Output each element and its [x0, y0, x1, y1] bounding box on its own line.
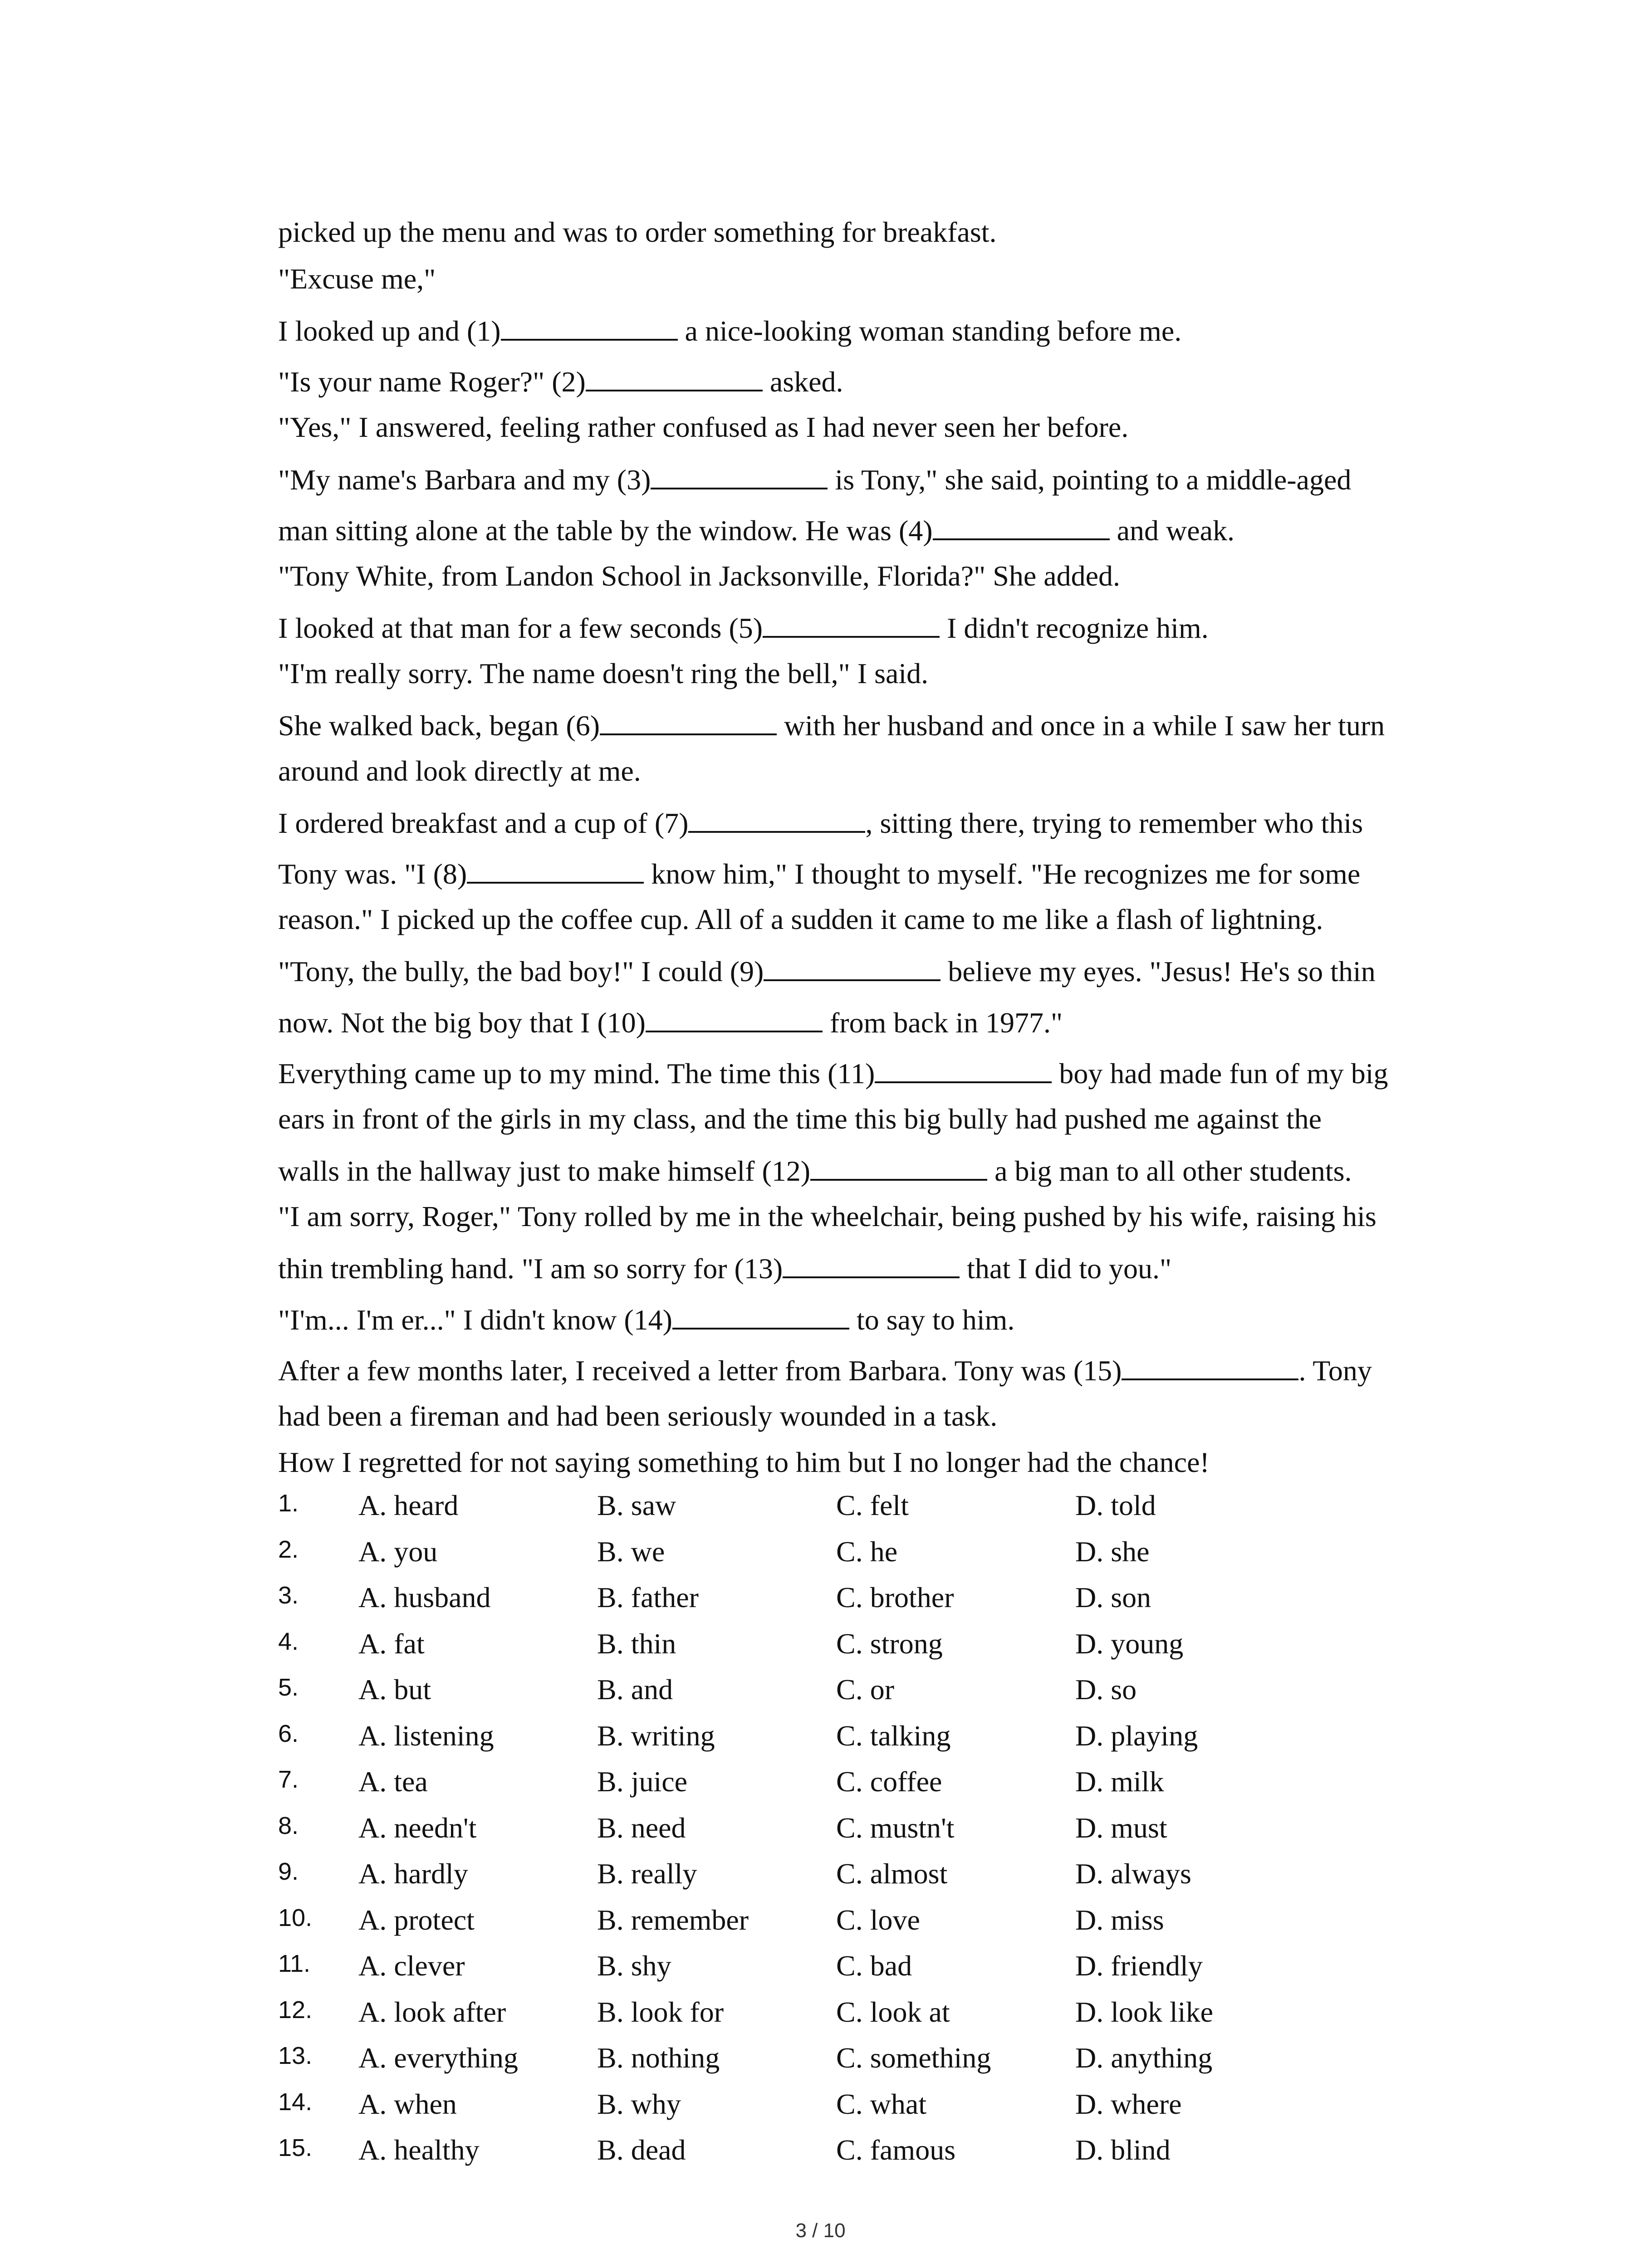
option-c[interactable]: C. or	[836, 1673, 894, 1706]
question-number: 6.	[278, 1720, 299, 1747]
question-number: 4.	[278, 1628, 299, 1655]
option-d[interactable]: D. friendly	[1075, 1950, 1203, 1982]
blank-11[interactable]	[875, 1058, 1052, 1083]
option-d[interactable]: D. so	[1075, 1673, 1137, 1706]
option-b[interactable]: B. writing	[597, 1720, 715, 1752]
question-row	[0, 2043, 1641, 2075]
passage-line: "Tony White, from Landon School in Jacksonville, Florida?" She added.	[278, 560, 1121, 592]
passage-line: Tony was. "I (8) know him," I thought to myself. "He recognizes me for some	[278, 858, 1361, 890]
passage-line: "Excuse me,"	[278, 263, 436, 295]
passage-line: man sitting alone at the table by the window. He was (4) and weak.	[278, 514, 1235, 547]
passage-line: reason." I picked up the coffee cup. All of a sudden it came to me like a flash of lightning.	[278, 903, 1323, 935]
option-b[interactable]: B. father	[597, 1581, 699, 1613]
question-number: 14.	[278, 2088, 313, 2116]
question-row	[0, 1813, 1641, 1845]
option-d[interactable]: D. miss	[1075, 1904, 1164, 1936]
option-b[interactable]: B. why	[597, 2088, 681, 2120]
option-c[interactable]: C. mustn't	[836, 1812, 955, 1844]
option-c[interactable]: C. love	[836, 1904, 920, 1936]
option-c[interactable]: C. strong	[836, 1628, 943, 1660]
option-a[interactable]: A. but	[358, 1673, 431, 1706]
question-number: 1.	[278, 1490, 299, 1517]
question-row	[0, 2136, 1641, 2167]
option-c[interactable]: C. coffee	[836, 1765, 942, 1798]
passage-line: had been a fireman and had been seriously wounded in a task.	[278, 1400, 998, 1432]
option-d[interactable]: D. look like	[1075, 1996, 1213, 2028]
passage-line: How I regretted for not saying something to him but I no longer had the chance!	[278, 1446, 1210, 1478]
blank-5[interactable]	[763, 612, 940, 638]
option-a[interactable]: A. everything	[358, 2042, 518, 2074]
option-a[interactable]: A. fat	[358, 1628, 425, 1660]
question-number: 7.	[278, 1766, 299, 1793]
blank-12[interactable]	[810, 1155, 987, 1181]
option-d[interactable]: D. always	[1075, 1857, 1191, 1890]
passage-line: picked up the menu and was to order something for breakfast.	[278, 216, 997, 248]
option-a[interactable]: A. when	[358, 2088, 457, 2120]
passage-line: "Tony, the bully, the bad boy!" I could (9) believe my eyes. "Jesus! He's so thin	[278, 955, 1376, 987]
option-d[interactable]: D. she	[1075, 1535, 1150, 1568]
option-c[interactable]: C. something	[836, 2042, 991, 2074]
passage-line: "Yes," I answered, feeling rather confused as I had never seen her before.	[278, 411, 1129, 443]
option-d[interactable]: D. must	[1075, 1812, 1167, 1844]
passage-line: I ordered breakfast and a cup of (7) , sitting there, trying to remember who this	[278, 807, 1363, 839]
page-number: 3 / 10	[795, 2219, 846, 2242]
option-c[interactable]: C. felt	[836, 1489, 909, 1521]
passage-line: I looked up and (1) a nice-looking woman standing before me.	[278, 315, 1182, 347]
option-c[interactable]: C. bad	[836, 1950, 912, 1982]
option-a[interactable]: A. healthy	[358, 2134, 480, 2166]
option-d[interactable]: D. where	[1075, 2088, 1182, 2120]
passage-line: I looked at that man for a few seconds (5) I didn't recognize him.	[278, 612, 1209, 644]
option-b[interactable]: B. remember	[597, 1904, 749, 1936]
question-number: 11.	[278, 1950, 311, 1977]
option-a[interactable]: A. hardly	[358, 1857, 468, 1890]
passage-line: "I'm really sorry. The name doesn't ring the bell," I said.	[278, 657, 929, 689]
option-a[interactable]: A. heard	[358, 1489, 459, 1521]
passage-line: thin trembling hand. "I am so sorry for (13) that I did to you."	[278, 1252, 1172, 1285]
question-row	[0, 1537, 1641, 1569]
passage-line: walls in the hallway just to make himself (12) a big man to all other students.	[278, 1155, 1352, 1187]
blank-14[interactable]	[672, 1304, 849, 1330]
option-b[interactable]: B. juice	[597, 1765, 688, 1798]
question-row	[0, 1906, 1641, 1937]
blank-10[interactable]	[646, 1007, 823, 1032]
passage-line: "Is your name Roger?" (2) asked.	[278, 366, 843, 398]
option-b[interactable]: B. nothing	[597, 2042, 720, 2074]
option-d[interactable]: D. son	[1075, 1581, 1151, 1613]
question-row	[0, 1675, 1641, 1707]
passage-line: She walked back, began (6) with her husband and once in a while I saw her turn	[278, 709, 1385, 742]
question-number: 12.	[278, 1996, 313, 2024]
question-number: 5.	[278, 1674, 299, 1701]
option-b[interactable]: B. and	[597, 1673, 673, 1706]
question-row	[0, 1998, 1641, 2029]
question-row	[0, 2090, 1641, 2121]
question-row	[0, 1629, 1641, 1661]
question-number: 3.	[278, 1582, 299, 1609]
option-a[interactable]: A. listening	[358, 1720, 494, 1752]
option-a[interactable]: A. needn't	[358, 1812, 477, 1844]
option-b[interactable]: B. dead	[597, 2134, 686, 2166]
passage-line: "I am sorry, Roger," Tony rolled by me in the wheelchair, being pushed by his wife, raising his	[278, 1200, 1376, 1232]
option-d[interactable]: D. blind	[1075, 2134, 1171, 2166]
option-d[interactable]: D. told	[1075, 1489, 1156, 1521]
blank-6[interactable]	[600, 710, 777, 735]
question-row	[0, 1951, 1641, 1983]
blank-3[interactable]	[651, 464, 828, 489]
option-a[interactable]: A. clever	[358, 1950, 465, 1982]
option-c[interactable]: C. what	[836, 2088, 927, 2120]
option-a[interactable]: A. husband	[358, 1581, 491, 1613]
option-d[interactable]: D. milk	[1075, 1765, 1164, 1798]
question-row	[0, 1859, 1641, 1891]
option-d[interactable]: D. young	[1075, 1628, 1184, 1660]
passage-line: ears in front of the girls in my class, and the time this big bully had pushed me against the	[278, 1103, 1322, 1135]
option-a[interactable]: A. you	[358, 1535, 438, 1568]
option-a[interactable]: A. protect	[358, 1904, 475, 1936]
question-row	[0, 1583, 1641, 1615]
option-c[interactable]: C. famous	[836, 2134, 956, 2166]
question-row	[0, 1767, 1641, 1799]
option-c[interactable]: C. talking	[836, 1720, 951, 1752]
blank-4[interactable]	[933, 515, 1110, 540]
option-c[interactable]: C. brother	[836, 1581, 954, 1613]
question-number: 13.	[278, 2042, 313, 2069]
option-b[interactable]: B. need	[597, 1812, 686, 1844]
option-d[interactable]: D. playing	[1075, 1720, 1198, 1752]
blank-15[interactable]	[1122, 1355, 1298, 1380]
question-number: 9.	[278, 1858, 299, 1885]
option-b[interactable]: B. we	[597, 1535, 665, 1568]
passage-line: around and look directly at me.	[278, 755, 641, 787]
passage-line: now. Not the big boy that I (10) from back in 1977."	[278, 1007, 1063, 1039]
question-number: 15.	[278, 2134, 313, 2161]
question-number: 8.	[278, 1812, 299, 1839]
blank-7[interactable]	[688, 807, 865, 833]
option-c[interactable]: C. almost	[836, 1857, 948, 1890]
option-b[interactable]: B. shy	[597, 1950, 671, 1982]
passage-line: "My name's Barbara and my (3) is Tony," she said, pointing to a middle-aged	[278, 464, 1352, 496]
passage-line: Everything came up to my mind. The time this (11) boy had made fun of my big	[278, 1057, 1388, 1090]
question-row	[0, 1721, 1641, 1753]
blank-8[interactable]	[467, 858, 644, 884]
option-c[interactable]: C. he	[836, 1535, 898, 1568]
option-b[interactable]: B. look for	[597, 1996, 724, 2028]
option-a[interactable]: A. look after	[358, 1996, 506, 2028]
option-a[interactable]: A. tea	[358, 1765, 428, 1798]
question-number: 10.	[278, 1904, 313, 1931]
option-b[interactable]: B. really	[597, 1857, 697, 1890]
option-b[interactable]: B. saw	[597, 1489, 676, 1521]
option-b[interactable]: B. thin	[597, 1628, 676, 1660]
question-row	[0, 1491, 1641, 1523]
question-number: 2.	[278, 1536, 299, 1563]
passage-line: After a few months later, I received a letter from Barbara. Tony was (15) . Tony	[278, 1354, 1372, 1387]
blank-1[interactable]	[501, 315, 678, 341]
option-d[interactable]: D. anything	[1075, 2042, 1213, 2074]
option-c[interactable]: C. look at	[836, 1996, 950, 2028]
blank-2[interactable]	[586, 366, 763, 391]
blank-13[interactable]	[783, 1253, 960, 1278]
passage-line: "I'm... I'm er..." I didn't know (14) to say to him.	[278, 1304, 1015, 1336]
blank-9[interactable]	[764, 956, 941, 981]
